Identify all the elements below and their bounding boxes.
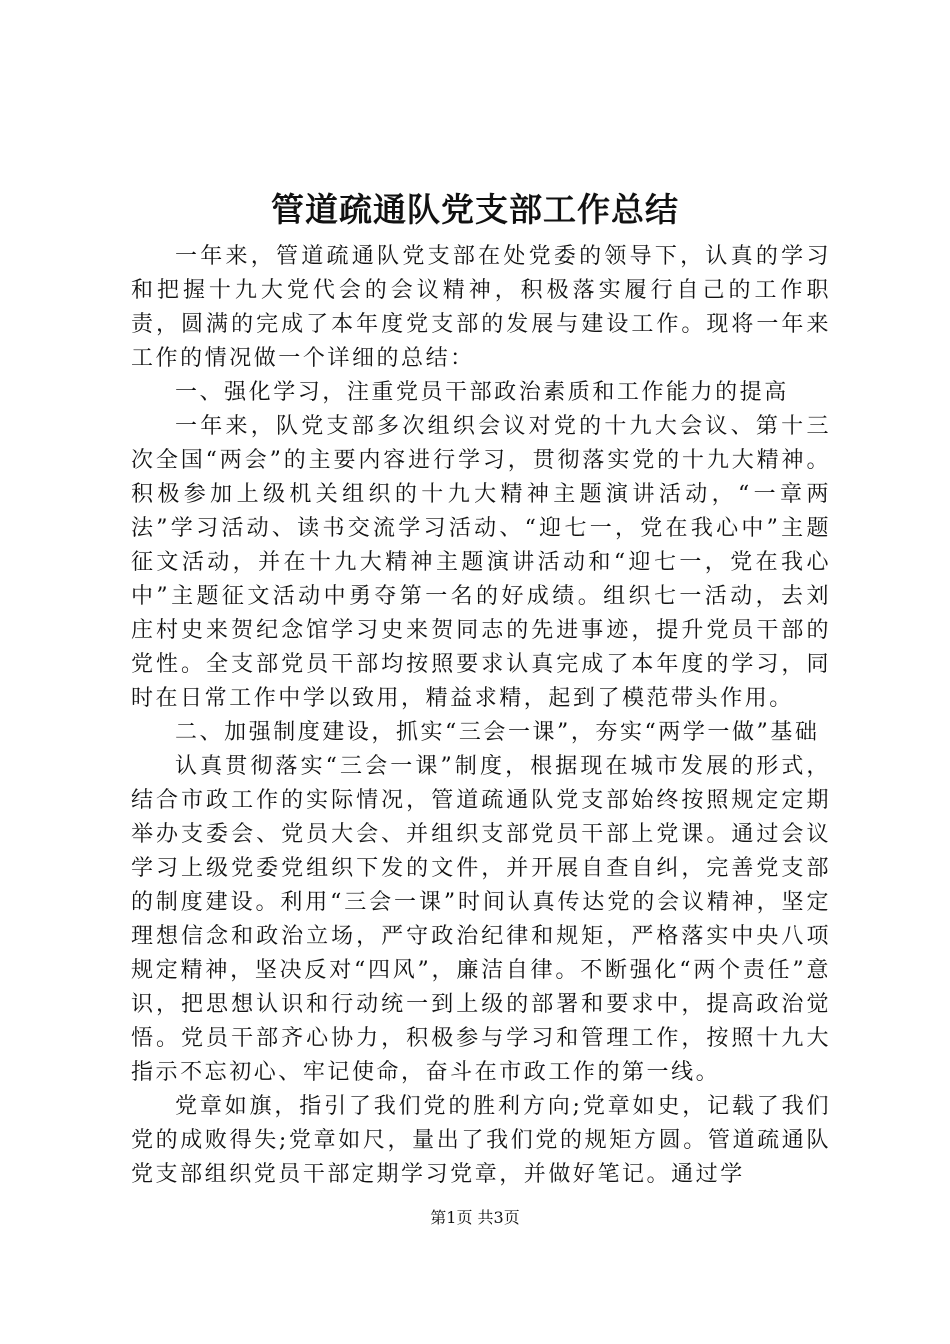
intro-paragraph: 一年来，管道疏通队党支部在处党委的领导下，认真的学习和把握十九大党代会的会议精神，积极落实履行自己的工作职责，圆满的完成了本年度党支部的发展与建设工作。现将一年来工作的情况做一个详细的总结： — [131, 244, 831, 371]
document-title: 管道疏通队党支部工作总结 — [271, 190, 679, 229]
page-number-footer: 第1页 共3页 — [430, 1208, 520, 1227]
section-heading-1: 一、强化学习，注重党员干部政治素质和工作能力的提高 — [175, 380, 789, 405]
section-2-paragraph: 认真贯彻落实“三会一课”制度，根据现在城市发展的形式，结合市政工作的实际情况，管道疏通队党支部始终按照规定定期举办支委会、党员大会、并组织支部党员干部上党课。通过会议学习上级党委党组织下发的文件，并开展自查自纠，完善党支部的制度建设。利用“三会一课”时间认真传达党的会议精神，坚定理想信念和政治立场，严守政治纪律和规矩，严格落实中央八项规定精神，坚决反对“四风”，廉洁自律。不断强化“两个责任”意识，把思想认识和行动统一到上级的部署和要求中，提高政治觉悟。党员干部齐心协力，积极参与学习和管理工作，按照十九大指示不忘初心、牢记使命，奋斗在市政工作的第一线。 — [131, 754, 831, 1085]
section-1-paragraph: 一年来，队党支部多次组织会议对党的十九大会议、第十三次全国“两会”的主要内容进行学习，贯彻落实党的十九大精神。积极参加上级机关组织的十九大精神主题演讲活动，“一章两法”学习活动、读书交流学习活动、“迎七一，党在我心中”主题征文活动，并在十九大精神主题演讲活动和“迎七一，党在我心中”主题征文活动中勇夺第一名的好成绩。组织七一活动，去刘庄村史来贺纪念馆学习史来贺同志的先进事迹，提升党员干部的党性。全支部党员干部均按照要求认真完成了本年度的学习，同时在日常工作中学以致用，精益求精，起到了模范带头作用。 — [131, 414, 831, 711]
section-heading-2: 二、加强制度建设，抓实“三会一课”，夯实“两学一做”基础 — [175, 720, 820, 745]
document-body — [131, 240, 831, 1192]
section-2-paragraph-2: 党章如旗，指引了我们党的胜利方向;党章如史，记载了我们党的成败得失;党章如尺，量出了我们党的规矩方圆。管道疏通队党支部组织党员干部定期学习党章，并做好笔记。通过学 — [131, 1094, 831, 1187]
